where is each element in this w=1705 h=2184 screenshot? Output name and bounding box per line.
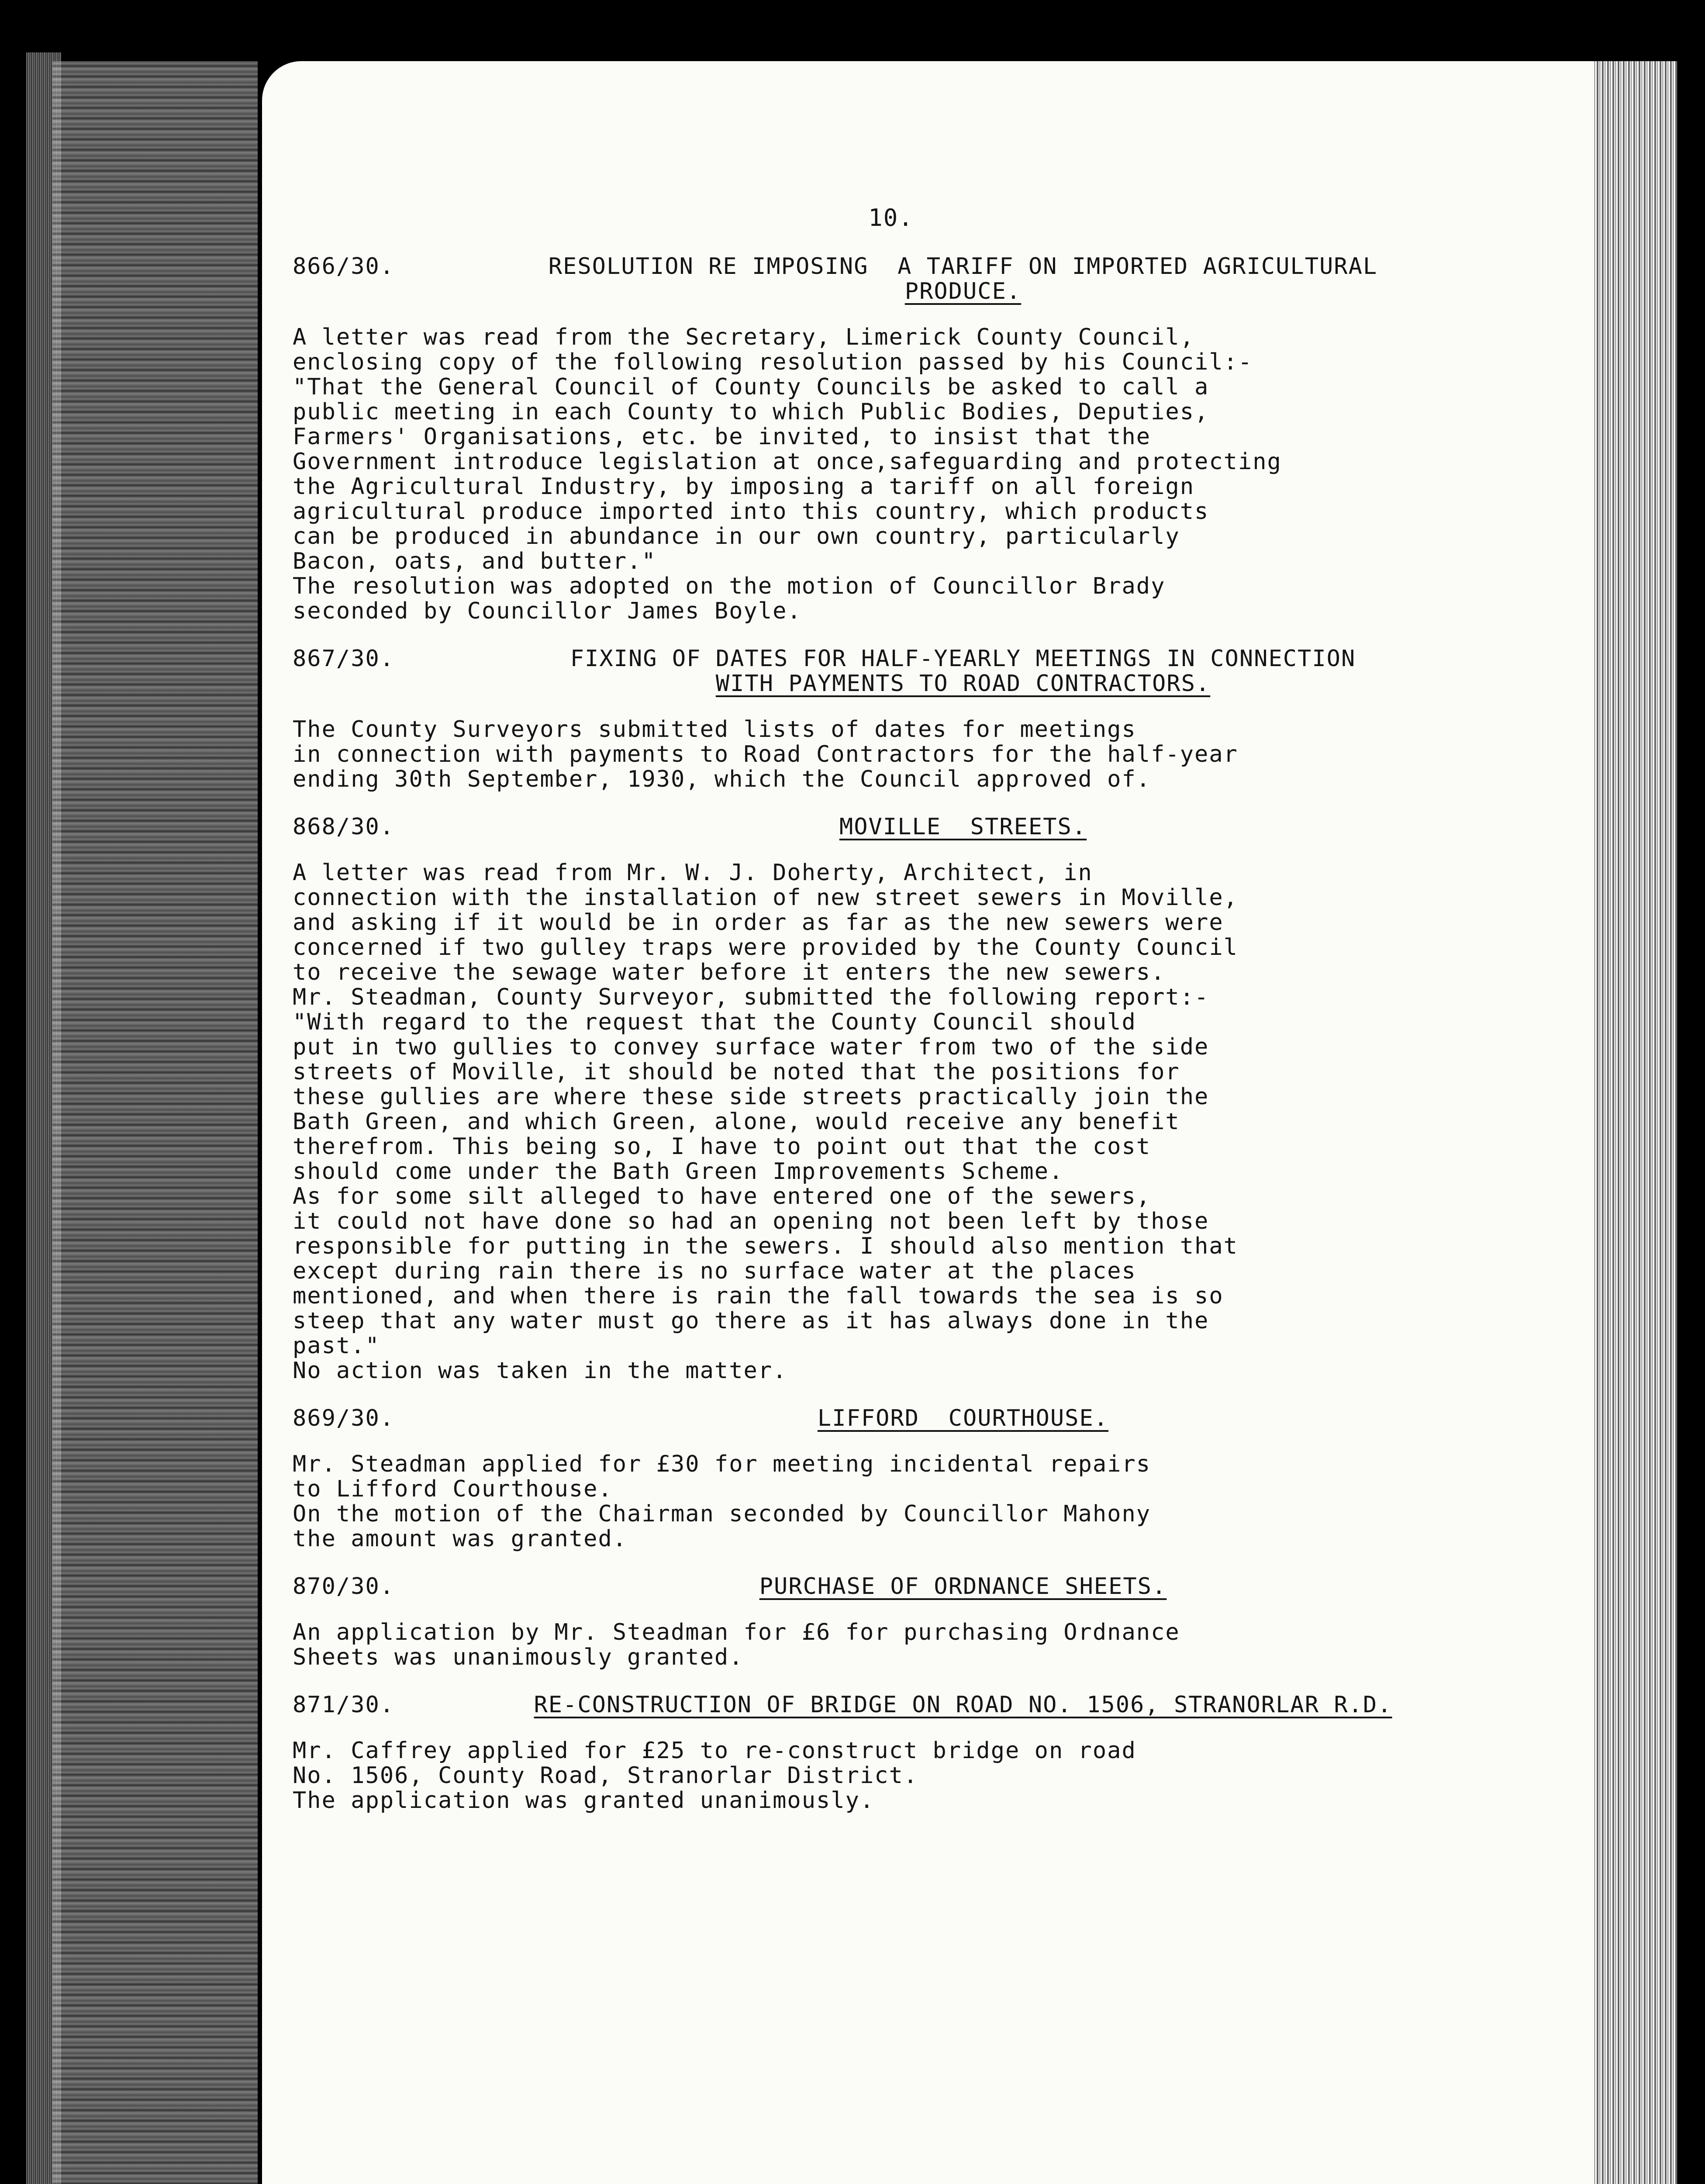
minute-heading	[293, 1693, 1489, 1717]
document-page	[262, 61, 1594, 2184]
minute-number: 866/30.	[293, 253, 395, 280]
page-content	[293, 205, 1489, 1836]
minute-paragraph: A letter was read from the Secretary, Limerick County Council, enclosing copy of the following resolution passed by his Council:- "That the General Council of County Councils be asked to call a public meeting in each County to which Public Bodies, Deputies, Farmers' Organisations, etc. be invited, to insist that the Government introduce legislation at once,safeguarding and protecting the Agricultural Industry, by imposing a tariff on all foreign agricultural produce imported into this country, which products can be produced in abundance in our own country, particularly Bacon, oats, and butter."	[293, 324, 1282, 574]
minute-heading	[293, 646, 1489, 696]
minute-entry	[293, 1693, 1489, 1813]
page-stack-edge	[1590, 61, 1677, 2184]
minute-heading	[293, 815, 1489, 840]
minute-title	[437, 1406, 1489, 1431]
minute-number: 868/30.	[293, 814, 395, 840]
minute-paragraph: Mr. Steadman applied for £30 for meeting incidental repairs to Lifford Courthouse.	[293, 1451, 1151, 1502]
minute-paragraph: Mr. Caffrey applied for £25 to re-construct bridge on road No. 1506, County Road, Stranorlar District.	[293, 1738, 1136, 1789]
minute-paragraph: The County Surveyors submitted lists of dates for meetings in connection with payments to Road Contractors for the half-year ending 30th September, 1930, which the Council approved of.	[293, 716, 1238, 792]
minute-title-line: PRODUCE.	[904, 278, 1022, 304]
minute-entry	[293, 815, 1489, 1383]
minute-entry	[293, 254, 1489, 624]
minute-title	[437, 815, 1489, 840]
minute-entry	[293, 1574, 1489, 1670]
page-number: 10.	[868, 204, 914, 232]
minute-heading	[293, 1574, 1489, 1599]
minute-title-line: RESOLUTION RE IMPOSING A TARIFF ON IMPORTED AGRICULTURAL	[548, 253, 1378, 280]
minute-paragraph: No action was taken in the matter.	[293, 1358, 787, 1384]
minute-paragraph: A letter was read from Mr. W. J. Doherty, Architect, in connection with the installation of new street sewers in Moville, and asking if it would be in order as far as the new sewers were concerned if two gulley traps were provided by the County Council to receive the sewage water before it enters the new sewers.	[293, 860, 1238, 985]
minute-paragraph: The application was granted unanimously.	[293, 1787, 875, 1814]
minute-title	[437, 1693, 1489, 1717]
minute-title-line: RE-CONSTRUCTION OF BRIDGE ON ROAD NO. 1506, STRANORLAR R.D.	[534, 1692, 1392, 1718]
minute-title	[437, 646, 1489, 696]
minute-paragraph: An application by Mr. Steadman for £6 for purchasing Ordnance Sheets was unanimously granted.	[293, 1619, 1180, 1670]
minute-title-line: FIXING OF DATES FOR HALF-YEARLY MEETINGS IN CONNECTION	[570, 646, 1356, 672]
minute-title-line: MOVILLE STREETS.	[839, 814, 1087, 840]
minute-number: 867/30.	[293, 646, 395, 672]
minute-heading	[293, 254, 1489, 304]
minute-paragraph: Mr. Steadman, County Surveyor, submitted the following report:- "With regard to the request that the County Council should put in two gullies to convey surface water from two of the side streets of Moville, it should be noted that the positions for these gullies are where these side streets practically join the Bath Green, and which Green, alone, would receive any benefit therefrom. This being so, I have to point out that the cost should come under the Bath Green Improvements Scheme.	[293, 984, 1209, 1185]
minute-entry	[293, 1406, 1489, 1552]
facing-page-margin	[52, 61, 258, 2184]
minute-number: 870/30.	[293, 1573, 395, 1600]
minute-number: 869/30.	[293, 1405, 395, 1431]
minute-heading	[293, 1406, 1489, 1431]
minute-paragraph: As for some silt alleged to have entered one of the sewers, it could not have done so had an opening not been left by those responsible for putting in the sewers. I should also mention that except during rain there is no surface water at the places mentioned, and when there is rain the fall towards the sea is so steep that any water must go there as it has always done in the past."	[293, 1183, 1238, 1359]
minute-title-line: WITH PAYMENTS TO ROAD CONTRACTORS.	[715, 670, 1211, 697]
minute-title-line: LIFFORD COURTHOUSE.	[817, 1405, 1109, 1431]
minute-entry	[293, 646, 1489, 792]
minute-paragraph: The resolution was adopted on the motion of Councillor Brady seconded by Councillor James Boyle.	[293, 573, 1166, 624]
minute-number: 871/30.	[293, 1692, 395, 1718]
minute-title	[437, 1574, 1489, 1599]
minute-title-line: PURCHASE OF ORDNANCE SHEETS.	[759, 1573, 1167, 1600]
minute-title	[437, 254, 1489, 304]
minute-paragraph: On the motion of the Chairman seconded by Councillor Mahony the amount was granted.	[293, 1501, 1151, 1552]
